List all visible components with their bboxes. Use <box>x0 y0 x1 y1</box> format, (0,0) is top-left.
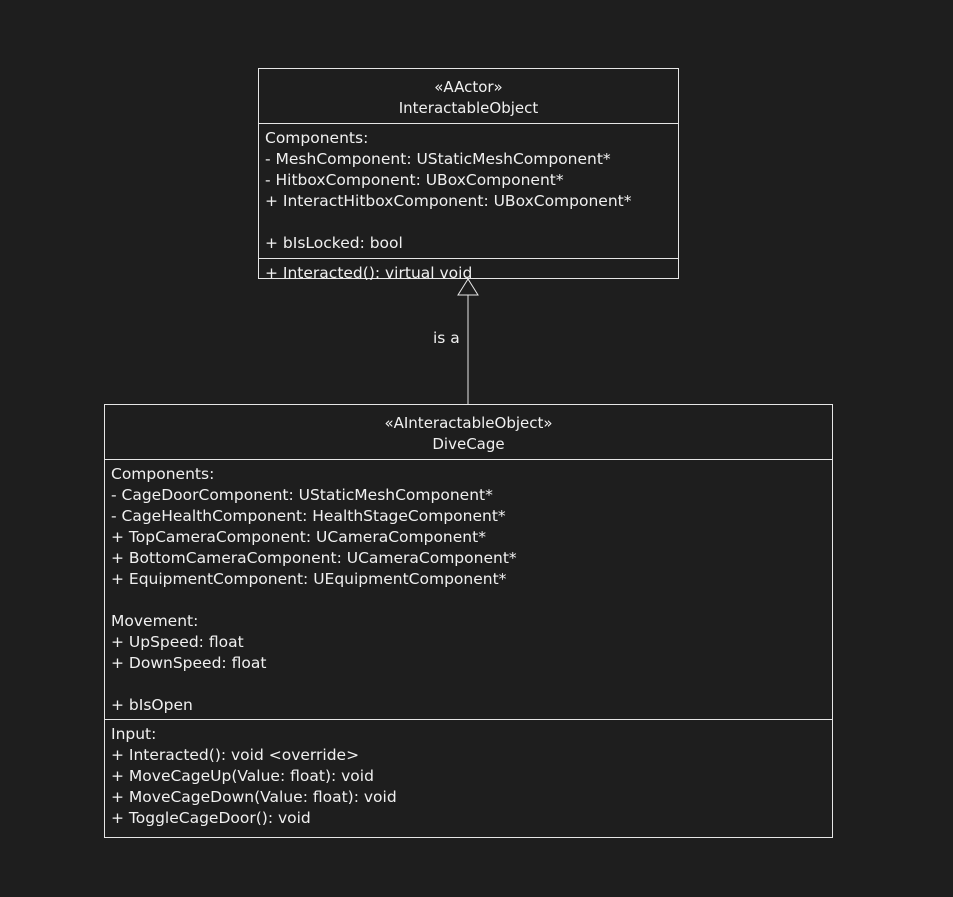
class-box-divecage[interactable] <box>104 404 833 838</box>
attribute-line <box>111 590 826 611</box>
attribute-line: + InteractHitboxComponent: UBoxComponent* <box>265 192 632 210</box>
attribute-line: Movement: <box>111 612 199 630</box>
attribute-line: Components: <box>111 465 215 483</box>
relationship-label: is a <box>433 329 460 347</box>
attribute-line: + DownSpeed: float <box>111 654 267 672</box>
inheritance-arrowhead-icon <box>458 279 478 295</box>
attribute-line <box>111 674 826 695</box>
class-name: DiveCage <box>432 435 505 453</box>
operation-line: + ToggleCageDoor(): void <box>111 809 311 827</box>
operation-line: Input: <box>111 725 157 743</box>
attribute-line: - HitboxComponent: UBoxComponent* <box>265 171 564 189</box>
attribute-line: - MeshComponent: UStaticMeshComponent* <box>265 150 611 168</box>
attribute-line: + TopCameraComponent: UCameraComponent* <box>111 528 486 546</box>
attribute-line: + bIsLocked: bool <box>265 234 403 252</box>
class-attributes <box>105 460 832 719</box>
class-name: InteractableObject <box>398 99 539 117</box>
attribute-line: + BottomCameraComponent: UCameraComponent* <box>111 549 517 567</box>
operation-line: + Interacted(): void <override> <box>111 746 360 764</box>
attribute-line: + EquipmentComponent: UEquipmentComponent* <box>111 570 507 588</box>
attribute-line: - CageDoorComponent: UStaticMeshComponent* <box>111 486 493 504</box>
attribute-line: - CageHealthComponent: HealthStageComponent* <box>111 507 506 525</box>
operation-line: + MoveCageUp(Value: float): void <box>111 767 374 785</box>
attribute-line: + bIsOpen <box>111 696 193 714</box>
class-operations <box>105 719 832 831</box>
operation-line: + Interacted(): virtual void <box>265 264 473 282</box>
class-stereotype: «AInteractableObject» <box>384 414 553 432</box>
operation-line: + MoveCageDown(Value: float): void <box>111 788 397 806</box>
attribute-line: Components: <box>265 129 369 147</box>
class-stereotype: «AActor» <box>434 78 503 96</box>
class-header <box>105 405 832 460</box>
attribute-line: + UpSpeed: float <box>111 633 244 651</box>
